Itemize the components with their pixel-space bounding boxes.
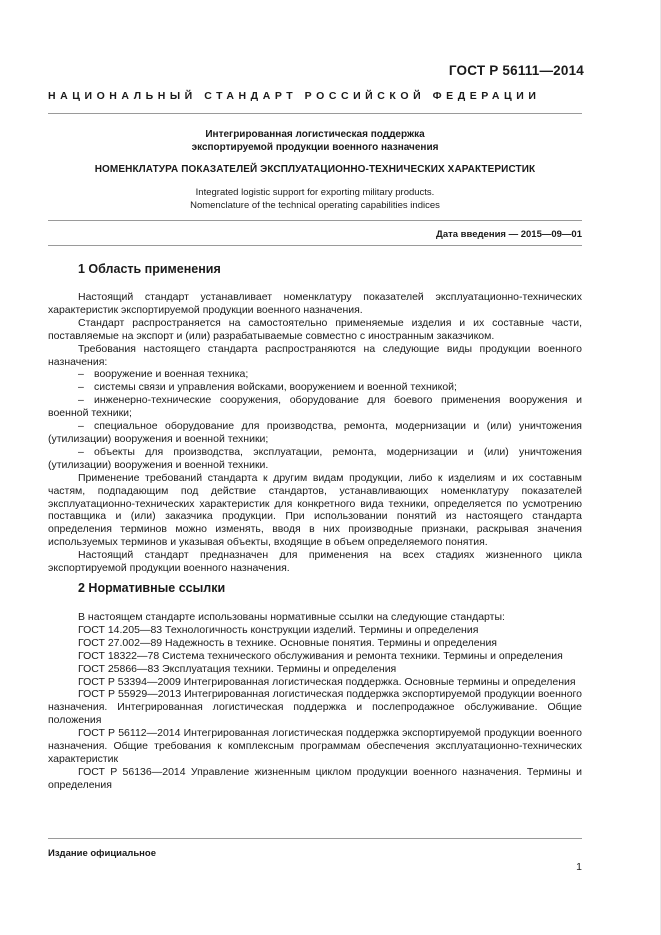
title-divider (48, 220, 582, 221)
list-dash: – (78, 420, 84, 433)
title-russian-line-2: экспортируемой продукции военного назначения (191, 141, 439, 153)
title-russian-line-1: Интегрированная логистическая поддержка (205, 129, 425, 140)
list-item-text: объекты для производства, эксплуатации, ремонта, модернизации и (или) уничтожения (утилизации) вооружения и военной техники. (48, 445, 582, 471)
reference-item: ГОСТ Р 56112—2014 Интегрированная логистическая поддержка экспортируемой продукции военного назначения. Общие требования к комплексным программам обеспечения эксплуатационно-технических характеристик (48, 727, 582, 765)
paragraph: Требования настоящего стандарта распространяются на следующие виды продукции военного назначения: (48, 342, 582, 368)
standard-number: ГОСТ Р 56111—2014 (448, 63, 584, 78)
introduction-date: Дата введения — 2015—09—01 (436, 229, 582, 240)
title-english-line-1: Integrated logistic support for exporting military products. (195, 187, 435, 198)
list-dash: – (78, 381, 84, 394)
reference-item: ГОСТ Р 55929—2013 Интегрированная логистическая поддержка экспортируемой продукции военного назначения. Интегрированная логистическая поддержка и послепродажное обслуживание. Общие положения (48, 688, 582, 727)
list-item-text: специальное оборудование для производства, ремонта, модернизации и (или) уничтожения (утилизации) вооружения и военной техники; (48, 420, 582, 445)
reference-item: ГОСТ Р 56136—2014 Управление жизненным циклом продукции военного назначения. Термины и определения (48, 765, 582, 791)
reference-item: ГОСТ 25866—83 Эксплуатация техники. Термины и определения (78, 662, 397, 675)
paragraph: Стандарт распространяется на самостоятельно применяемые изделия и их составные части, поставляемые на экспорт и (или) разрабатываемые совместно с иностранным заказчиком. (48, 316, 582, 342)
paragraph: Настоящий стандарт предназначен для применения на всех стадиях жизненного цикла экспортируемой продукции военного назначения. (48, 549, 582, 575)
title-caps: НОМЕНКЛАТУРА ПОКАЗАТЕЛЕЙ ЭКСПЛУАТАЦИОННО-ТЕХНИЧЕСКИХ ХАРАКТЕРИСТИК (94, 164, 536, 175)
list-dash: – (78, 394, 84, 407)
list-item-text: инженерно-технические сооружения, оборудование для боевого применения вооружения и военной техники; (48, 394, 582, 420)
list-item-text: вооружение и военная техника; (94, 368, 249, 381)
reference-item: ГОСТ 18322—78 Система технического обслуживания и ремонта техники. Термины и определения (78, 649, 563, 662)
list-dash: – (78, 368, 84, 381)
list-dash: – (78, 445, 84, 458)
list-item (48, 368, 582, 381)
title-english-line-2: Nomenclature of the technical operating capabilities indices (190, 199, 440, 211)
page-number: 1 (576, 861, 582, 873)
section-1-body (48, 291, 582, 575)
footer-divider (48, 838, 582, 839)
list-item (48, 394, 582, 420)
reference-item: ГОСТ 14.205—83 Технологичность конструкции изделий. Термины и определения (78, 623, 479, 636)
title-russian (48, 129, 582, 154)
header-divider (48, 113, 582, 114)
list-item (48, 446, 582, 472)
paragraph: В настоящем стандарте использованы нормативные ссылки на следующие стандарты: (78, 611, 505, 623)
reference-item: ГОСТ Р 53394—2009 Интегрированная логистическая поддержка. Основные термины и определения (78, 675, 576, 688)
section-2-heading: 2 Нормативные ссылки (78, 581, 226, 595)
list-item (48, 381, 582, 394)
national-standard-banner: НАЦИОНАЛЬНЫЙ СТАНДАРТ РОССИЙСКОЙ ФЕДЕРАЦИИ (48, 90, 541, 102)
reference-item: ГОСТ 27.002—89 Надежность в технике. Основные понятия. Термины и определения (78, 636, 497, 649)
official-edition-label: Издание официальное (48, 848, 156, 859)
paragraph: Применение требований стандарта к другим видам продукции, либо к изделиям и их составным частям, подпадающим под действие стандартов, устанавливающих номенклатуру показателей эксплуатационно-технических характеристик для конкретного вида техники, определяется по усмотрению поставщика и (или) заказчика продукции. При использовании понятий из настоящего стандарта определения терминов можно изменять, вводя в них производные признаки, раскрывая значения используемых терминов и указывая объекты, входящие в объем определяемого понятия. (48, 471, 582, 549)
list-item (48, 420, 582, 446)
section-1-heading: 1 Область применения (78, 262, 221, 276)
title-english (48, 187, 582, 212)
date-divider (48, 245, 582, 246)
paragraph: Настоящий стандарт устанавливает номенклатуру показателей эксплуатационно-технических характеристик экспортируемой продукции военного назначения. (48, 291, 582, 316)
section-2-body (48, 611, 582, 792)
list-item-text: системы связи и управления войсками, вооружением и военной техникой; (94, 381, 457, 394)
